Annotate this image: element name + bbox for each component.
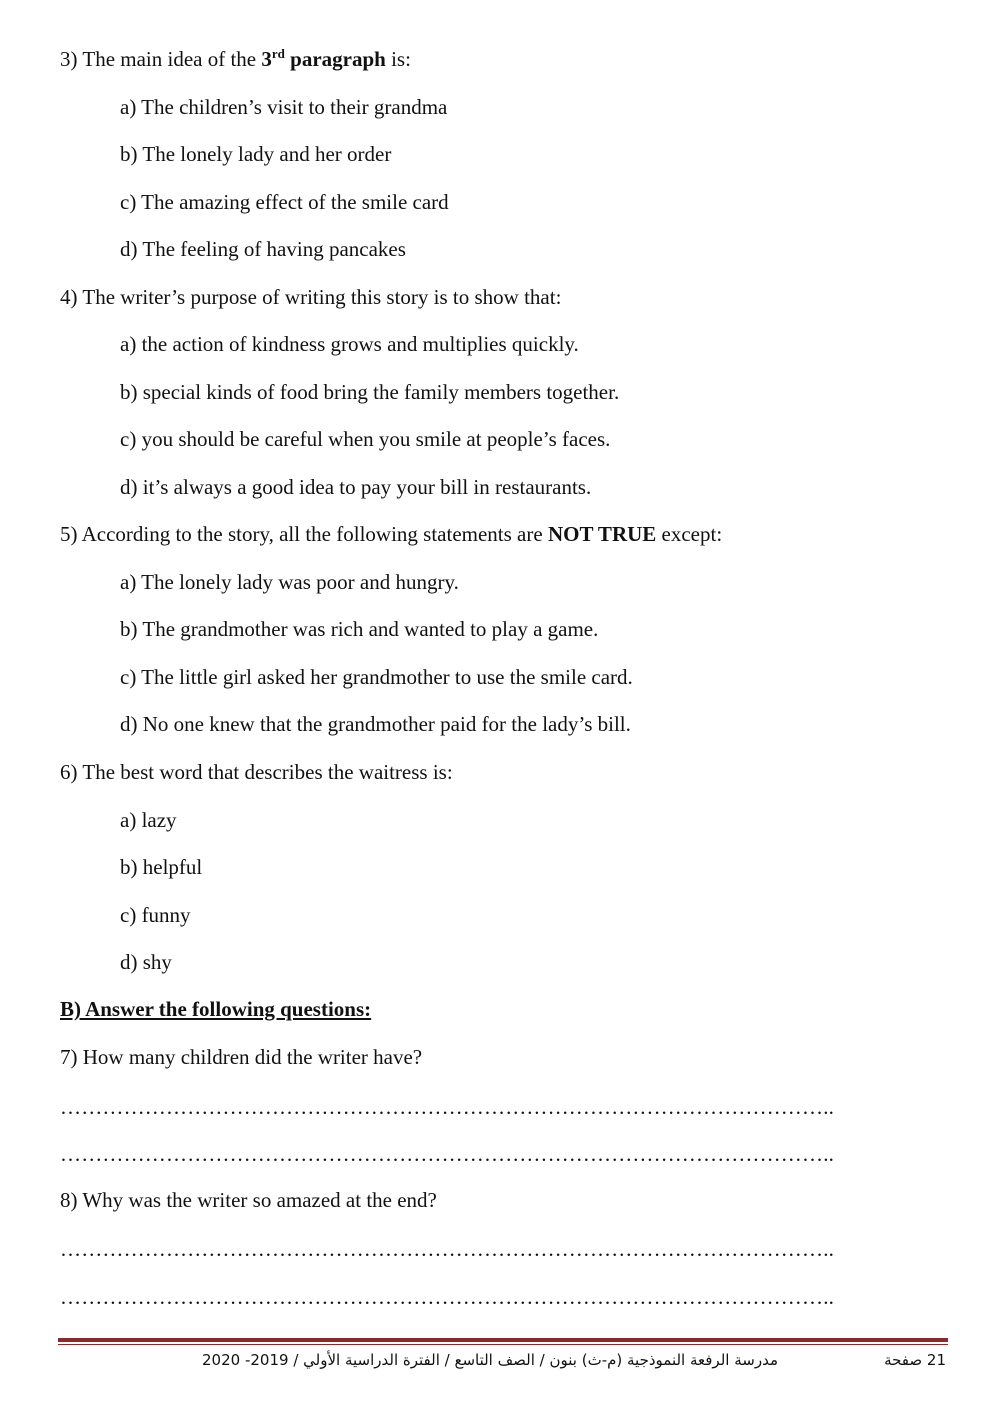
question-3-prefix: 3) The main idea of the [60,47,262,71]
q4-option-b: b) special kinds of food bring the family members together. [120,380,620,404]
footer-rule-thin [58,1344,948,1345]
q6-option-d: d) shy [120,950,172,974]
q4-option-c: c) you should be careful when you smile at people’s faces. [120,427,611,451]
question-6: 6) The best word that describes the waitress is: [60,760,453,784]
not-true-emphasis: NOT TRUE [547,522,657,546]
q5-option-b: b) The grandmother was rich and wanted to play a game. [120,617,599,641]
q3-option-a: a) The children’s visit to their grandma [120,95,448,119]
question-7: 7) How many children did the writer have? [60,1045,423,1069]
q4-option-d: d) it’s always a good idea to pay your bill in restaurants. [120,475,592,499]
q6-option-b: b) helpful [120,855,203,879]
footer-page-number: 21 صفحة [884,1351,946,1369]
q3-option-b: b) The lonely lady and her order [120,142,392,166]
question-5: 5) According to the story, all the following statements are NOT TRUE except: [60,522,723,546]
footer-school-info: مدرسة الرفعة النموذجية (م-ث) بنون / الصف التاسع / الفترة الدراسية الأولي / 2019- 2020 [202,1351,778,1369]
q5-option-a: a) The lonely lady was poor and hungry. [120,570,459,594]
q3-option-d: d) The feeling of having pancakes [120,237,406,261]
q4-option-a: a) the action of kindness grows and multiplies quickly. [120,332,579,356]
ordinal: 3rd paragraph [261,46,386,71]
q3-option-c: c) The amazing effect of the smile card [120,190,449,214]
answer-line-q8-1[interactable]: ……………………………………………………………………………………………….. [60,1237,835,1261]
question-4: 4) The writer’s purpose of writing this story is to show that: [60,285,562,309]
answer-line-q8-2[interactable]: ……………………………………………………………………………………………….. [60,1285,835,1309]
q5-option-d: d) No one knew that the grandmother paid for the lady’s bill. [120,712,631,736]
section-b-heading: B) Answer the following questions: [60,997,372,1021]
q6-option-c: c) funny [120,903,191,927]
question-3 [60,46,411,72]
question-8: 8) Why was the writer so amazed at the end? [60,1188,437,1212]
answer-line-q7-1[interactable]: ……………………………………………………………………………………………….. [60,1095,835,1119]
footer-rule-thick [58,1338,948,1342]
q5-option-c: c) The little girl asked her grandmother to use the smile card. [120,665,633,689]
question-3-suffix: is: [385,47,411,71]
q6-option-a: a) lazy [120,808,177,832]
answer-line-q7-2[interactable]: ……………………………………………………………………………………………….. [60,1142,835,1166]
